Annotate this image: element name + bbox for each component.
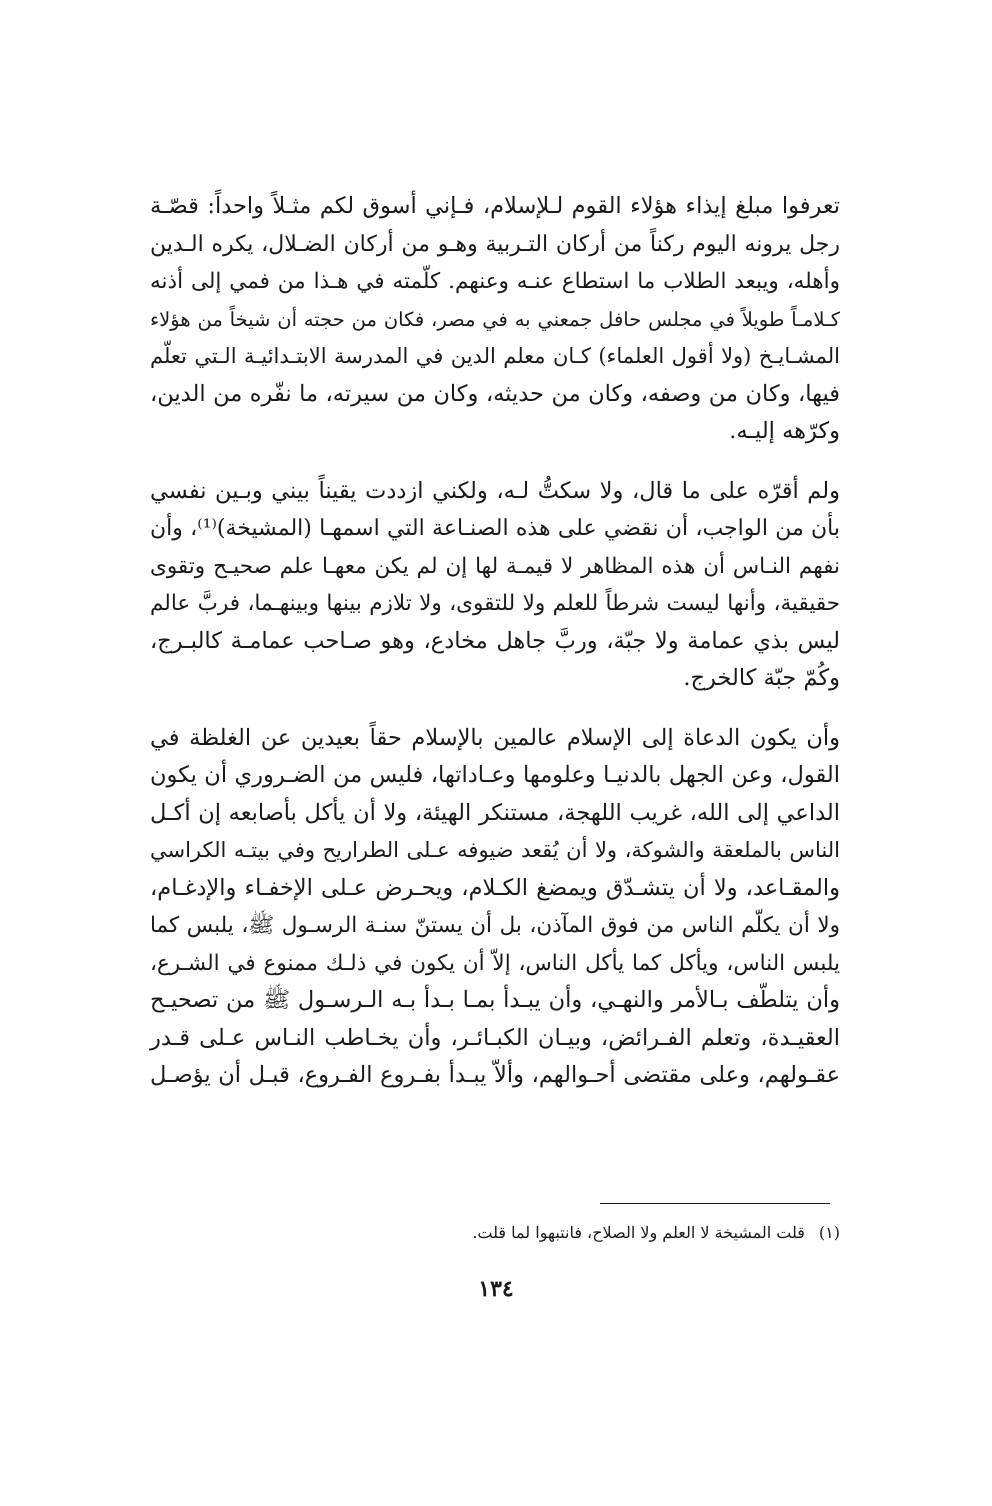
- text-line: وأن يكون الدعاة إلى الإسلام عالمين بالإسلام حقاً بعيدين عن الغلظة في: [150, 724, 840, 751]
- text-line: والمقـاعد، ولا أن يتشـدّق ويمضغ الكـلام، ويحـرض عـلى الإخفـاء والإدغـام،: [150, 874, 840, 901]
- text-line: وأن يتلطّف بـالأمر والنهـي، وأن يبـدأ بمـا بـدأ بـه الـرسـول ﷺ من تصحيـح: [150, 987, 840, 1013]
- text-line: نفهم النـاس أن هذه المظاهر لا قيمـة لها إن لم يكن معهـا علم صحيـح وتقوى: [150, 553, 840, 579]
- text-line: الداعي إلى الله، غريب اللهجة، مستنكر الهيئة، ولا أن يأكل بأصابعه إن أكـل: [150, 799, 840, 826]
- text-line: رجل يرونه اليوم ركناً من أركان التـربية وهـو من أركان الضـلال، يكره الـدين: [150, 231, 840, 257]
- text-line: يلبس الناس، ويأكل كما يأكل الناس، إلاّ أن يكون في ذلـك ممنوع في الشـرع،: [150, 950, 840, 976]
- footnote: [150, 1220, 840, 1246]
- text-line: المشـايـخ (ولا أقول العلماء) كـان معلم الدين في المدرسة الابتـدائيـة الـتي تعلّم: [150, 344, 840, 368]
- text-line: الناس بالملعقة والشوكة، ولا أن يُقعد ضيوفه عـلى الطراريح وفي بيتـه الكراسي: [150, 838, 840, 862]
- text-line: عقـولهم، وعلى مقتضى أحـوالهم، وألاّ يبـدأ بفـروع الفـروع، قبـل أن يؤصـل: [150, 1062, 840, 1088]
- footnote-marker: (١): [818, 1223, 840, 1242]
- text-line: تعرفوا مبلغ إيذاء هؤلاء القوم لـلإسلام، فـإني أسوق لكم مثـلاً واحداً: قصّـة: [150, 193, 840, 219]
- paragraph-3: [150, 720, 840, 1095]
- page-number: ١٣٤: [478, 1276, 514, 1302]
- text-line: ولم أقرّه على ما قال، ولا سكتُّ لـه، ولكني ازددت يقيناً بيني وبـين نفسي: [150, 477, 840, 504]
- text-line: فيها، وكان من وصفه، وكان من حديثه، وكان من سيرته، ما نفّره من الدين،: [150, 380, 840, 407]
- footnote-text: قلت المشيخة لا العلم ولا الصلاح، فانتبهوا لما قلت.: [472, 1223, 805, 1242]
- paragraph-1: [150, 188, 840, 451]
- text-line: كـلامـاً طويلاً في مجلس حافل جمعني به في مصر، فكان من حجته أن شيخاً من هؤلاء: [150, 307, 840, 331]
- main-text: [150, 188, 840, 1117]
- text-line: العقيـدة، وتعلم الفـرائض، وبيـان الكبـائـر، وأن يخـاطب النـاس عـلى قـدر: [150, 1024, 840, 1051]
- text-line: ليس بذي عمامة ولا جبّة، وربَّ جاهل مخادع، وهو صـاحب عمامـة كالبـرج،: [150, 627, 840, 654]
- text-line: بأن من الواجب، أن نقضي على هذه الصنـاعة التي اسمهـا (المشيخة)⁽¹⁾، وأن: [150, 516, 840, 541]
- text-line: حقيقية، وأنها ليست شرطاً للعلم ولا للتقوى، ولا تلازم بينها وبينهـما، فربَّ عالم: [150, 591, 840, 616]
- text-line: ولا أن يكلّم الناس من فوق المآذن، بل أن يستنّ سنـة الرسـول ﷺ، يلبس كما: [150, 913, 840, 938]
- text-line: وكُمّ جبّة كالخرج.: [683, 665, 840, 691]
- text-line: القول، وعن الجهل بالدنيـا وعلومها وعـاداتها، فليس من الضـروري أن يكون: [150, 762, 840, 788]
- footnote-divider: [600, 1203, 830, 1204]
- text-line: وأهله، ويبعد الطلاب ما استطاع عنـه وعنهم. كلّمته في هـذا من فمي إلى أذنه: [150, 269, 840, 294]
- text-line: وكرّهه إليـه.: [729, 418, 840, 444]
- paragraph-2: [150, 473, 840, 698]
